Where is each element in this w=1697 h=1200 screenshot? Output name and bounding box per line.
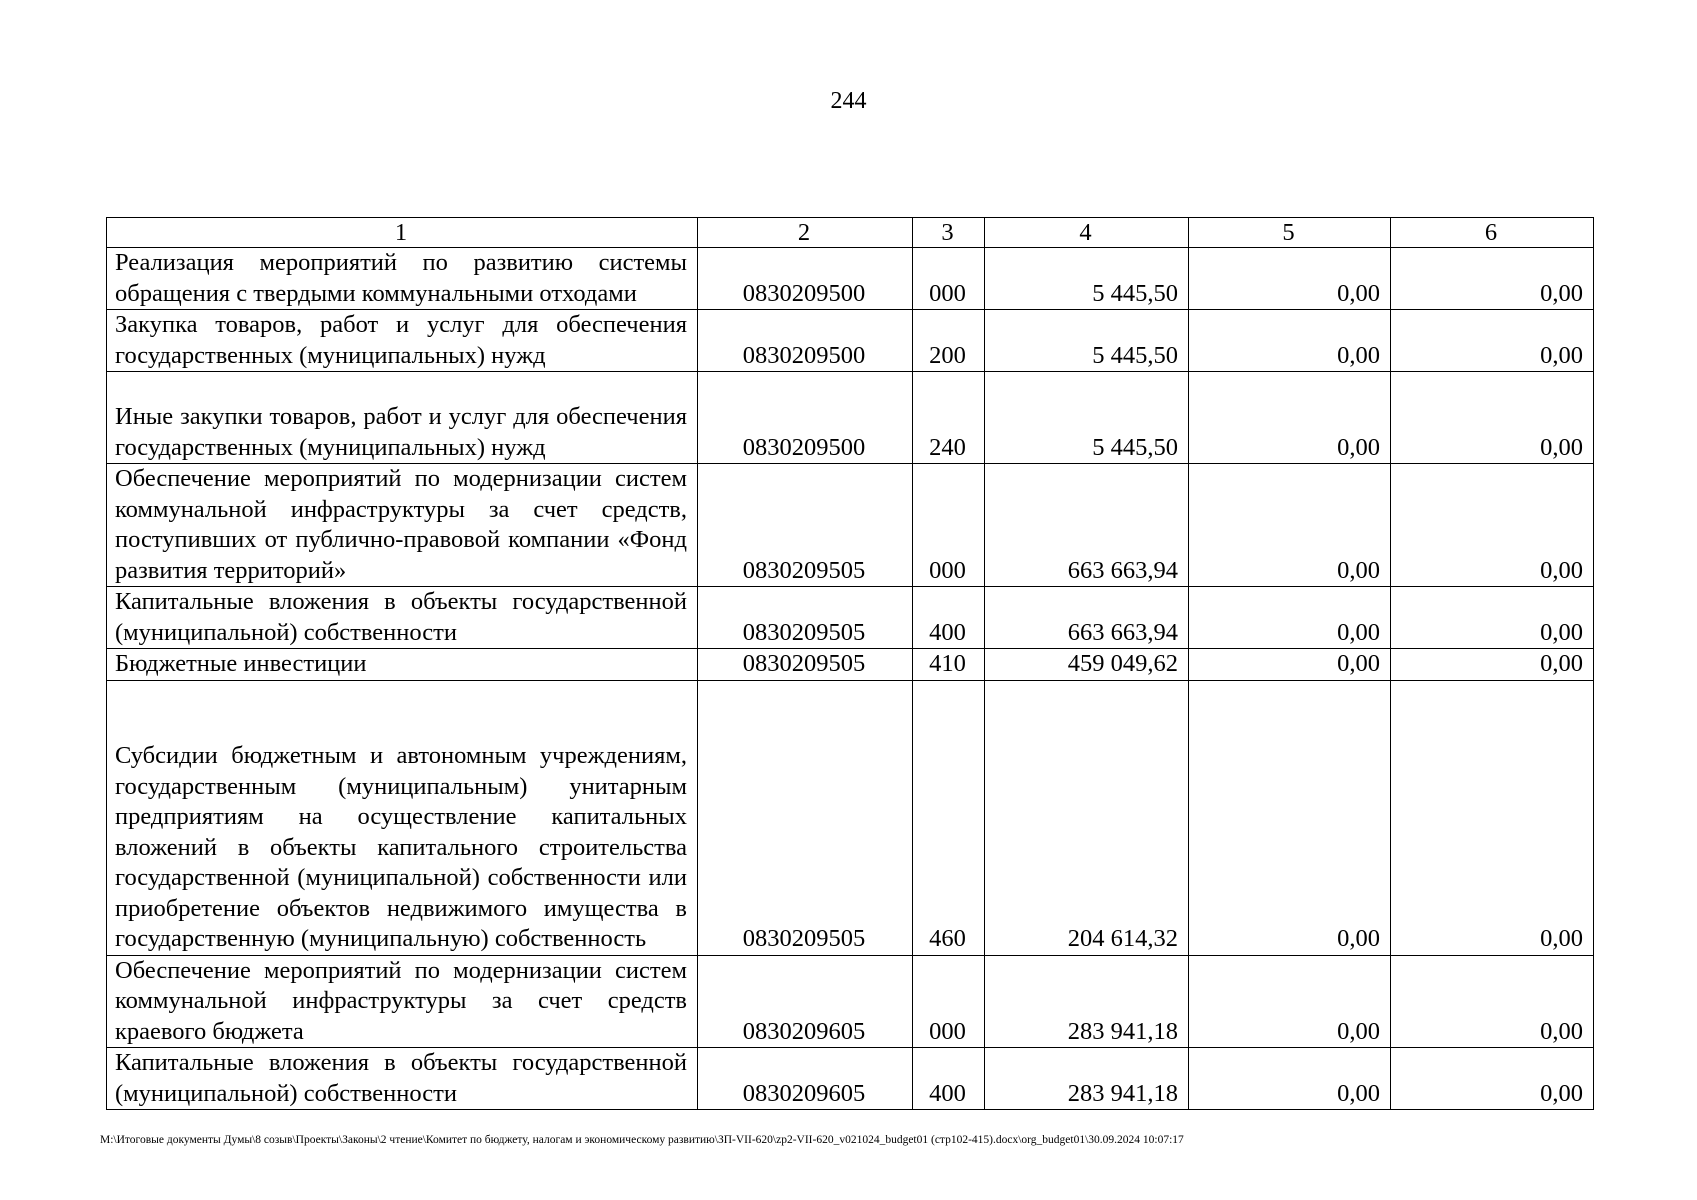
row-name: Капитальные вложения в объекты государственной (муниципальной) собственности [107,587,698,649]
table-row [107,587,1594,649]
column-header: 6 [1391,218,1594,248]
row-value-6: 0,00 [1391,372,1594,464]
row-value-5: 0,00 [1189,587,1391,649]
table-row [107,372,1594,464]
row-type: 460 [913,680,985,955]
table-header-row [107,218,1594,248]
row-value-6: 0,00 [1391,310,1594,372]
row-value-4: 283 941,18 [985,1048,1189,1110]
row-type: 000 [913,955,985,1048]
row-type: 000 [913,248,985,310]
table-row [107,310,1594,372]
row-type: 240 [913,372,985,464]
row-value-5: 0,00 [1189,680,1391,955]
budget-table [106,217,1594,1110]
column-header: 4 [985,218,1189,248]
footer-file-path: M:\Итоговые документы Думы\8 созыв\Проекты\Законы\2 чтение\Комитет по бюджету, налогам и экономическому развитию\ЗП-VII-620\zp2-VII-620_v021024_budget01 (стр102-415).docx\org_budget01\30.09.2024 10:07:17 [100,1134,1184,1146]
row-value-4: 663 663,94 [985,464,1189,587]
row-value-5: 0,00 [1189,310,1391,372]
table-row [107,680,1594,955]
row-code: 0830209500 [698,248,913,310]
row-code: 0830209505 [698,464,913,587]
row-value-5: 0,00 [1189,955,1391,1048]
column-header: 1 [107,218,698,248]
row-code: 0830209500 [698,310,913,372]
row-name: Обеспечение мероприятий по модернизации систем коммунальной инфраструктуры за счет средств краевого бюджета [107,955,698,1048]
row-value-4: 283 941,18 [985,955,1189,1048]
row-name: Субсидии бюджетным и автономным учреждениям, государственным (муниципальным) унитарным предприятиям на осуществление капитальных вложений в объекты капитального строительства государственной (муниципальной) собственности или приобретение объектов недвижимого имущества в государственную (муниципальную) собственность [107,680,698,955]
table-row [107,1048,1594,1110]
row-code: 0830209605 [698,1048,913,1110]
row-name: Реализация мероприятий по развитию системы обращения с твердыми коммунальными отходами [107,248,698,310]
row-type: 400 [913,587,985,649]
column-header: 3 [913,218,985,248]
table-row [107,649,1594,681]
row-code: 0830209500 [698,372,913,464]
row-value-6: 0,00 [1391,649,1594,681]
table-row [107,248,1594,310]
row-value-6: 0,00 [1391,955,1594,1048]
row-code: 0830209505 [698,680,913,955]
page-number: 244 [830,88,867,114]
row-value-4: 5 445,50 [985,248,1189,310]
row-value-5: 0,00 [1189,248,1391,310]
row-value-4: 204 614,32 [985,680,1189,955]
row-value-6: 0,00 [1391,248,1594,310]
row-value-5: 0,00 [1189,372,1391,464]
table-row [107,464,1594,587]
row-value-4: 5 445,50 [985,310,1189,372]
row-value-4: 663 663,94 [985,587,1189,649]
row-name: Иные закупки товаров, работ и услуг для обеспечения государственных (муниципальных) нужд [107,372,698,464]
row-type: 400 [913,1048,985,1110]
row-type: 410 [913,649,985,681]
column-header: 5 [1189,218,1391,248]
row-value-6: 0,00 [1391,587,1594,649]
row-code: 0830209605 [698,955,913,1048]
row-value-6: 0,00 [1391,464,1594,587]
row-name: Закупка товаров, работ и услуг для обеспечения государственных (муниципальных) нужд [107,310,698,372]
row-value-5: 0,00 [1189,464,1391,587]
row-code: 0830209505 [698,649,913,681]
row-value-6: 0,00 [1391,1048,1594,1110]
row-type: 000 [913,464,985,587]
column-header: 2 [698,218,913,248]
row-value-6: 0,00 [1391,680,1594,955]
row-type: 200 [913,310,985,372]
row-value-5: 0,00 [1189,649,1391,681]
row-value-5: 0,00 [1189,1048,1391,1110]
row-value-4: 459 049,62 [985,649,1189,681]
table-row [107,955,1594,1048]
row-name: Обеспечение мероприятий по модернизации систем коммунальной инфраструктуры за счет средств, поступивших от публично-правовой компании «Фонд развития территорий» [107,464,698,587]
row-value-4: 5 445,50 [985,372,1189,464]
row-name: Капитальные вложения в объекты государственной (муниципальной) собственности [107,1048,698,1110]
row-code: 0830209505 [698,587,913,649]
row-name: Бюджетные инвестиции [107,649,698,681]
